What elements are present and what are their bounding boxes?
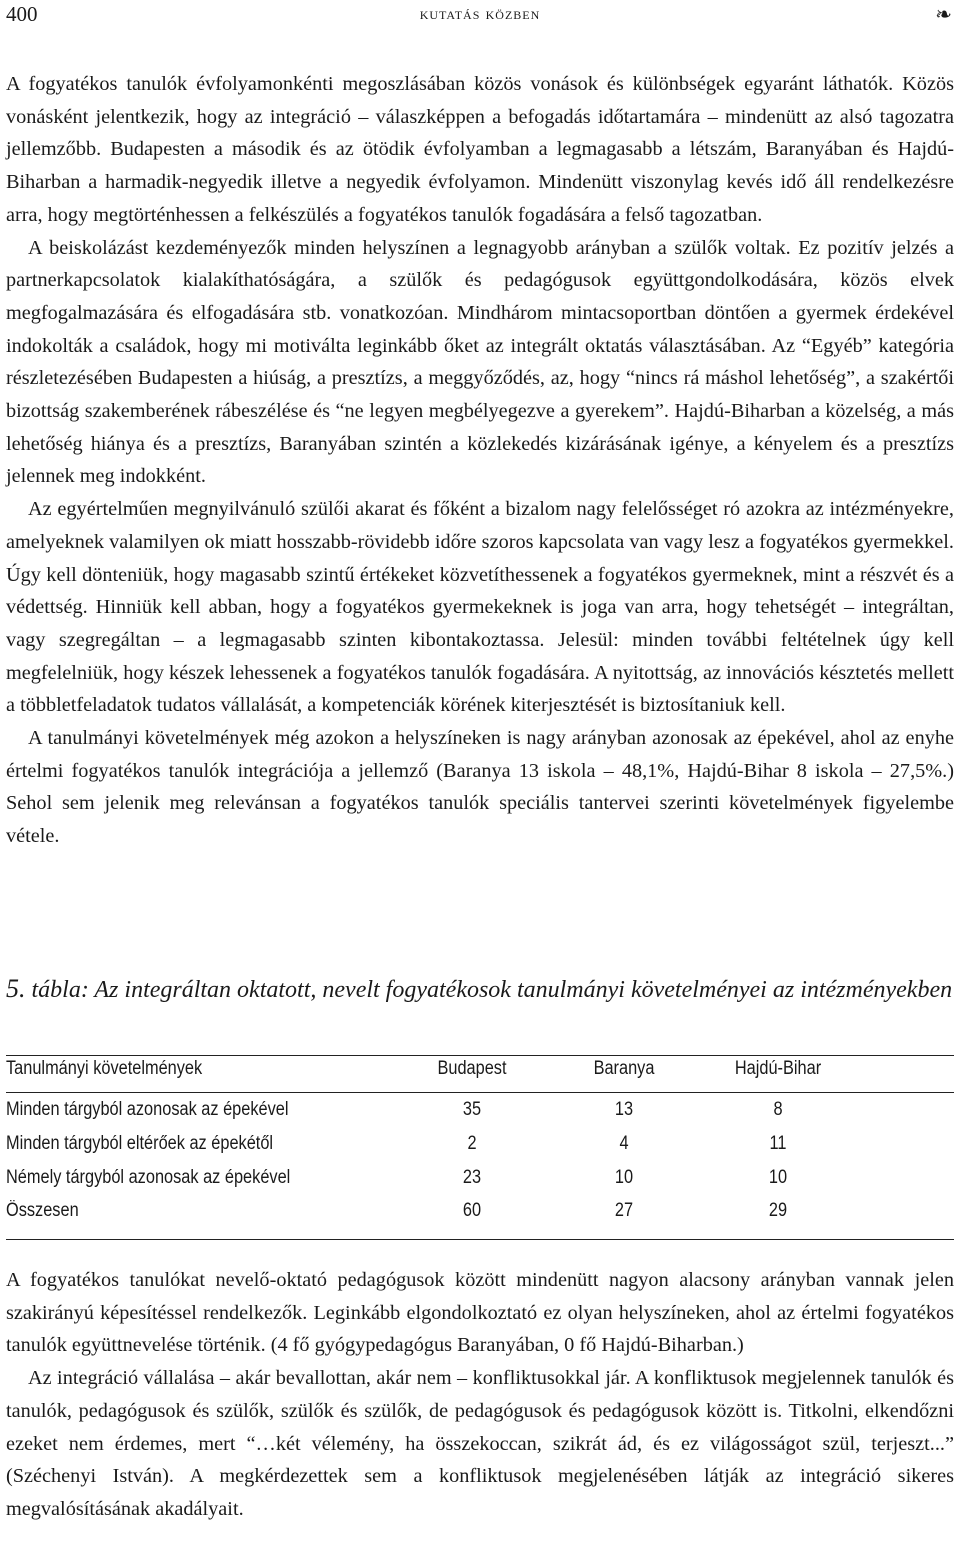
table-row <box>6 1099 954 1131</box>
table-caption <box>6 972 954 1007</box>
page-header <box>6 2 954 32</box>
column-header: Tanulmányi követelmények <box>6 1058 203 1079</box>
table-cell: 27 <box>614 1200 634 1221</box>
table-cell: 8 <box>773 1099 783 1120</box>
table-caption-number: 5. <box>6 974 26 1003</box>
paragraph: A fogyatékos tanulókat nevelő-oktató pedagógusok között mindenütt nagyon alacsony arányban vannak jelen szakirányú képesítéssel rendelkezők. Leginkább elgondolkoztató ez olyan helyszíneken, ahol az értelmi fogyatékos tanulók együttnevelése történik. (4 fő gyógypedagógus Baranyában, 0 fő Hajdú-Biharban.) <box>6 1269 954 1357</box>
paragraph: A tanulmányi követelmények még azokon a helyszíneken is nagy arányban azonosak az épekével, ahol az enyhe értelmi fogyatékos tanulók integrációja a jellemző (Baranya 13 iskola – 48,1%, Hajdú-Bihar 8 iskola – 27,5%.) Sehol sem jelenik meg relevánsan a fogyatékos tanulók speciális tantervei szerinti követelmények figyelembe vétele. <box>6 727 954 848</box>
column-header: Budapest <box>437 1058 507 1079</box>
table-cell: Összesen <box>6 1200 79 1221</box>
table-caption-text: tábla: Az integráltan oktatott, nevelt fogyatékosok tanulmányi követelményei az intézményekben <box>31 977 953 1003</box>
table-header-rule <box>6 1092 954 1093</box>
table-bottom-rule <box>6 1239 954 1240</box>
table-cell: 23 <box>462 1167 482 1188</box>
table-cell: 10 <box>614 1167 634 1188</box>
table-header-row <box>6 1058 954 1090</box>
column-header: Baranya <box>593 1058 655 1079</box>
fleuron-ornament-icon: ❧ <box>935 2 952 26</box>
column-header: Hajdú-Bihar <box>734 1058 822 1079</box>
paragraph: A beiskolázást kezdeményezők minden helyszínen a legnagyobb arányban a szülők voltak. Ez pozitív jelzés a partnerkapcsolatok kialakíthatóságára, a szülők és pedagógusok együttgondolkodására, közös elvek megfogalmazására és elfogadására stb. vonatkozóan. Mindhárom mintacsoportban döntően a gyermek érdekével indokolták a családok, hogy mi motiválta leginkább őket az integrált oktatás választásában. Az “Egyéb” kategória részletezésében Budapesten a hiúság, a presztízs, a meggyőződés, az, hogy “nincs rá máshol lehetőség”, a szakértői bizottság szakemberének rábeszélése és “ne legyen megbélyegezve a gyerekem”. Hajdú-Biharban a közelség, a más lehetőség hiánya és a presztízs, Baranyában szintén a közlekedés kizárásának igénye, a kényelem és a presztízs jelennek meg indokként. <box>6 236 954 488</box>
table-cell: 11 <box>769 1133 787 1154</box>
table-cell: 60 <box>462 1200 482 1221</box>
body-text-block-1 <box>6 68 954 853</box>
paragraph: Az egyértelműen megnyilvánuló szülői akarat és főként a bizalom nagy felelősséget ró azokra az intézményekre, amelyeknek valamilyen ok miatt hosszabb-rövidebb időre szoros kapcsolata van vagy lesz a fogyatékos gyermekkel. Úgy kell dönteniük, hogy magasabb szintű értékeket közvetíthessenek a fogyatékos gyermeknek, mint a részvét és a védettség. Hinniük kell abban, hogy a fogyatékos gyermekeknek is joga van arra, hogy tehetségét – integráltan, vagy szegregáltan – a legmagasabb szinten kibontakoztassa. Jelesül: minden további feltételnek úgy kell megfelelniük, hogy készek lehessenek a fogyatékos tanulók fogadására. A nyitottság, az innovációs késztetés mellett a többletfeladatok tudatos vállalását, a kompetenciák körének kiterjesztését is biztosítaniuk kell. <box>6 498 954 717</box>
table-row <box>6 1167 954 1199</box>
body-text-block-2 <box>6 1264 954 1526</box>
table-cell: Némely tárgyból azonosak az épekével <box>6 1167 291 1188</box>
table-cell: Minden tárgyból eltérőek az épekétől <box>6 1133 274 1154</box>
table-cell: 4 <box>619 1133 629 1154</box>
table-cell: 35 <box>462 1099 482 1120</box>
table-row <box>6 1133 954 1165</box>
table-cell: 2 <box>467 1133 477 1154</box>
table-cell: 10 <box>768 1167 788 1188</box>
paragraph: A fogyatékos tanulók évfolyamonkénti megoszlásában közös vonások és különbségek egyaránt láthatók. Közös vonásként jelentkezik, hogy az integráció – válaszképpen a befogadás időtartamára – mindenütt az alsó tagozatra jellemzőbb. Budapesten a második és az ötödik évfolyamban a legmagasabb a létszám, Baranyában és Hajdú-Biharban a harmadik-negyedik illetve a negyedik évfolyamon. Mindenütt viszonylag kevés idő áll rendelkezésre arra, hogy megtörténhessen a felkészülés a fogyatékos tanulók fogadására a felső tagozatban. <box>6 73 954 226</box>
table-cell: 13 <box>614 1099 634 1120</box>
table-top-rule <box>6 1055 954 1056</box>
running-title: kutatás közben <box>419 4 541 23</box>
paragraph: Az integráció vállalása – akár bevallottan, akár nem – konfliktusokkal jár. A konfliktusok megjelennek tanulók és tanulók, pedagógusok és szülők, szülők és szülők, de pedagógusok és pedagógusok között is. Titkolni, elkendőzni ezeket nem érdemes, mert “…két vélemény, ha összekoccan, szikrát ád, és ez világosságot szül, terjeszt...” (Széchenyi István). A megkérdezettek sem a konfliktusok megjelenésében látják az integráció sikeres megvalósításának akadályait. <box>6 1367 954 1520</box>
table-total-row <box>6 1200 954 1232</box>
table-cell: 29 <box>768 1200 788 1221</box>
table-cell: Minden tárgyból azonosak az épekével <box>6 1099 289 1120</box>
page-number: 400 <box>6 2 38 26</box>
